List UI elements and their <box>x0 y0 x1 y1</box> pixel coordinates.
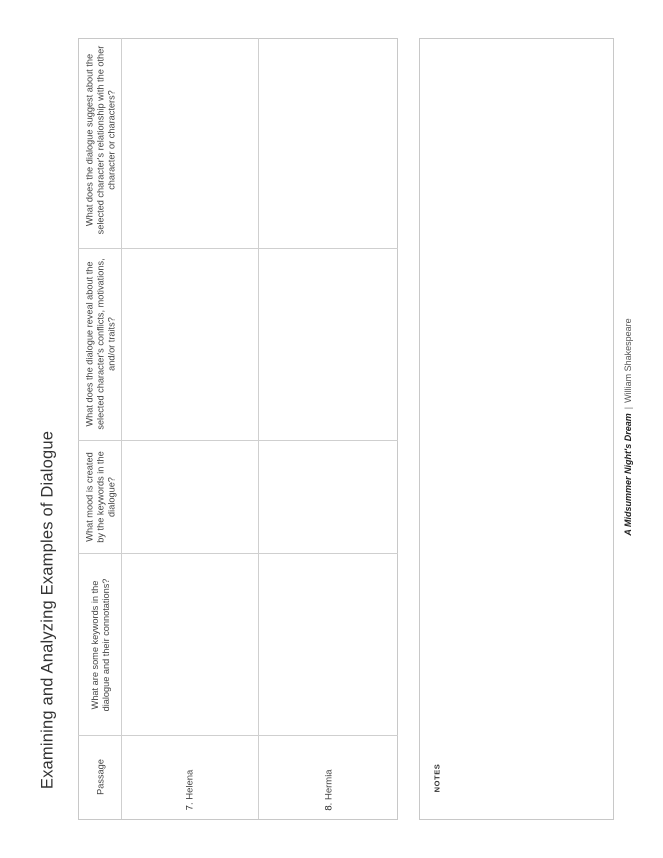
header-keywords: What are some keywords in the dialogue and their connotations? <box>90 578 111 712</box>
column-divider <box>78 248 398 249</box>
row-divider <box>258 38 259 819</box>
notes-box[interactable] <box>419 38 614 820</box>
character-name: Helena <box>184 769 196 800</box>
column-divider <box>78 553 398 554</box>
book-title: A Midsummer Night's Dream <box>623 413 633 536</box>
passage-hermia <box>324 769 335 810</box>
header-reveal: What does the dialogue reveal about the selected character's conflicts, motivations, and/or traits? <box>84 258 117 430</box>
row-number: 7. <box>184 802 196 811</box>
header-suggest: What does the dialogue suggest about the selected character's relationship with the other character or characters? <box>84 45 117 235</box>
notes-label: NOTES <box>432 763 442 793</box>
footer-separator: | <box>623 406 633 410</box>
header-mood: What mood is created by the keywords in the dialogue? <box>84 451 117 543</box>
header-divider <box>121 38 122 819</box>
column-divider <box>78 440 398 441</box>
character-name: Hermia <box>323 769 335 801</box>
footer <box>623 318 633 535</box>
answer-cell[interactable] <box>260 40 396 246</box>
passage-helena <box>185 770 196 811</box>
row-number: 8. <box>323 802 335 811</box>
page-title: Examining and Analyzing Examples of Dialogue <box>38 430 57 790</box>
author-name: William Shakespeare <box>623 318 633 403</box>
column-divider <box>78 735 398 736</box>
header-passage: Passage <box>95 759 106 795</box>
answer-cell[interactable] <box>123 40 257 246</box>
